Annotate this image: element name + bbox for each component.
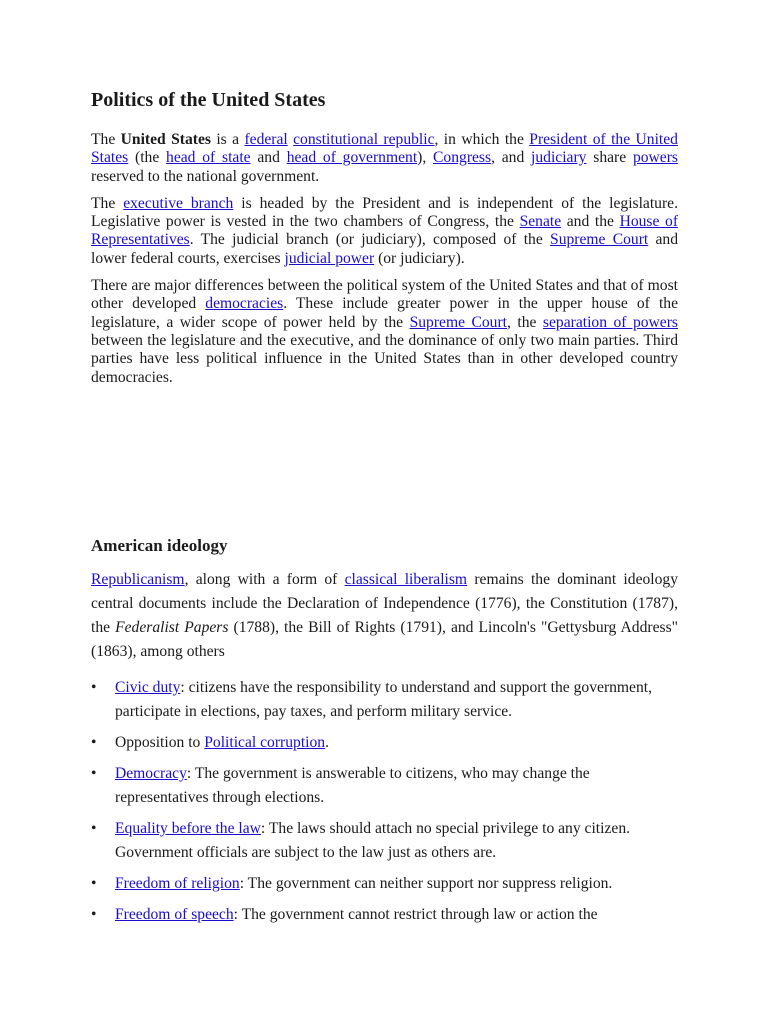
paragraph-overview: [91, 131, 678, 186]
text: (1788), the Bill of Rights (1791), and Lincoln's "Gettysburg Address" (1863), among others: [91, 619, 679, 660]
link-separation-of-powers[interactable]: separation of powers: [542, 313, 678, 331]
link-political-corruption[interactable]: Political corruption: [204, 734, 326, 751]
list-item: [91, 903, 678, 927]
text: , the: [507, 313, 543, 331]
text: , and: [491, 149, 532, 167]
text: , in which the: [434, 131, 530, 148]
text: There are major differences between the political system of the United States and that of most other developed: [91, 277, 678, 313]
bullet-icon: •: [91, 734, 97, 751]
bullet-icon: •: [91, 765, 97, 782]
link-federal[interactable]: federal: [244, 131, 288, 148]
text: Opposition to: [115, 734, 205, 751]
link-republicanism[interactable]: Republicanism: [91, 571, 185, 588]
text: . These include greater power in the upper house of the legislature, a wider scope of power held by the: [91, 295, 678, 331]
bold-united-states: United States: [120, 131, 211, 148]
text: : The laws should attach no special privilege to any citizen. Government officials are subject to the law just as others are.: [115, 820, 631, 861]
paragraph-branches: [91, 195, 678, 268]
link-equality-before-the-law[interactable]: Equality before the law: [115, 820, 261, 837]
link-president[interactable]: President of the United States: [91, 131, 678, 167]
text: and lower federal courts, exercises: [91, 231, 678, 267]
text: The: [91, 194, 124, 212]
text: (or judiciary).: [374, 249, 465, 267]
page-title: Politics of the United States: [91, 89, 326, 111]
text: , along with a form of: [184, 571, 345, 588]
ideology-bullet-list: [91, 676, 678, 927]
link-powers[interactable]: powers: [632, 149, 678, 167]
link-judiciary[interactable]: judiciary: [531, 149, 587, 167]
link-supreme-court[interactable]: Supreme Court: [409, 313, 507, 331]
text: and: [250, 149, 287, 167]
text: is a: [210, 131, 245, 148]
text: remains the dominant ideology central documents include the Declaration of Independence (1776), the Constitution (1787), the: [91, 571, 679, 636]
link-constitutional-republic[interactable]: constitutional republic: [293, 131, 435, 148]
link-civic-duty[interactable]: Civic duty: [115, 679, 181, 696]
link-democracy[interactable]: Democracy: [115, 765, 187, 782]
link-executive-branch[interactable]: executive branch: [123, 194, 234, 212]
bullet-icon: •: [91, 820, 97, 837]
text: ),: [417, 149, 434, 167]
ideology-section: [91, 568, 678, 934]
text: (the: [128, 149, 167, 167]
link-freedom-of-speech[interactable]: Freedom of speech: [115, 906, 234, 923]
list-item: [91, 731, 678, 755]
bullet-icon: •: [91, 906, 97, 923]
text: : The government is answerable to citizens, who may change the representatives through elections.: [115, 765, 590, 806]
link-congress[interactable]: Congress: [433, 149, 492, 167]
link-classical-liberalism[interactable]: classical liberalism: [344, 571, 468, 588]
list-item: [91, 817, 678, 865]
link-judicial-power[interactable]: judicial power: [284, 249, 375, 267]
text: between the legislature and the executive, and the dominance of only two main parties. Third parties have less political influence in the United States than in other developed country democracies.: [91, 331, 678, 386]
link-democracies[interactable]: democracies: [205, 295, 284, 313]
section-heading-american-ideology: American ideology: [91, 536, 228, 555]
text: The: [91, 131, 121, 148]
text: . The judicial branch (or judiciary), composed of the: [189, 231, 551, 249]
list-item: [91, 872, 678, 896]
link-house-of-representatives[interactable]: House of Representatives: [91, 213, 679, 249]
text: : citizens have the responsibility to understand and support the government, participate in elections, pay taxes, and perform military service.: [115, 679, 653, 720]
list-item: [91, 762, 678, 810]
text: and the: [561, 213, 620, 231]
link-head-of-state[interactable]: head of state: [166, 149, 251, 167]
italic-federalist-papers: Federalist Papers: [115, 619, 229, 636]
paragraph-differences: [91, 277, 678, 387]
link-freedom-of-religion[interactable]: Freedom of religion: [115, 875, 240, 892]
bullet-icon: •: [91, 679, 97, 696]
list-item: [91, 676, 678, 724]
paragraph-ideology-intro: [91, 568, 678, 664]
text: reserved to the national government.: [91, 167, 320, 185]
text: share: [586, 149, 633, 167]
bullet-icon: •: [91, 875, 97, 892]
text: is headed by the President and is independent of the legislature. Legislative power is vested in the two chambers of Congress, the: [91, 194, 678, 231]
link-head-of-government[interactable]: head of government: [286, 149, 418, 167]
text: .: [325, 734, 329, 751]
link-supreme-court[interactable]: Supreme Court: [550, 231, 649, 249]
text: : The government can neither support nor suppress religion.: [239, 875, 613, 892]
link-senate[interactable]: Senate: [519, 213, 562, 231]
text: : The government cannot restrict through law or action the: [233, 906, 598, 923]
intro-section: [91, 131, 678, 396]
